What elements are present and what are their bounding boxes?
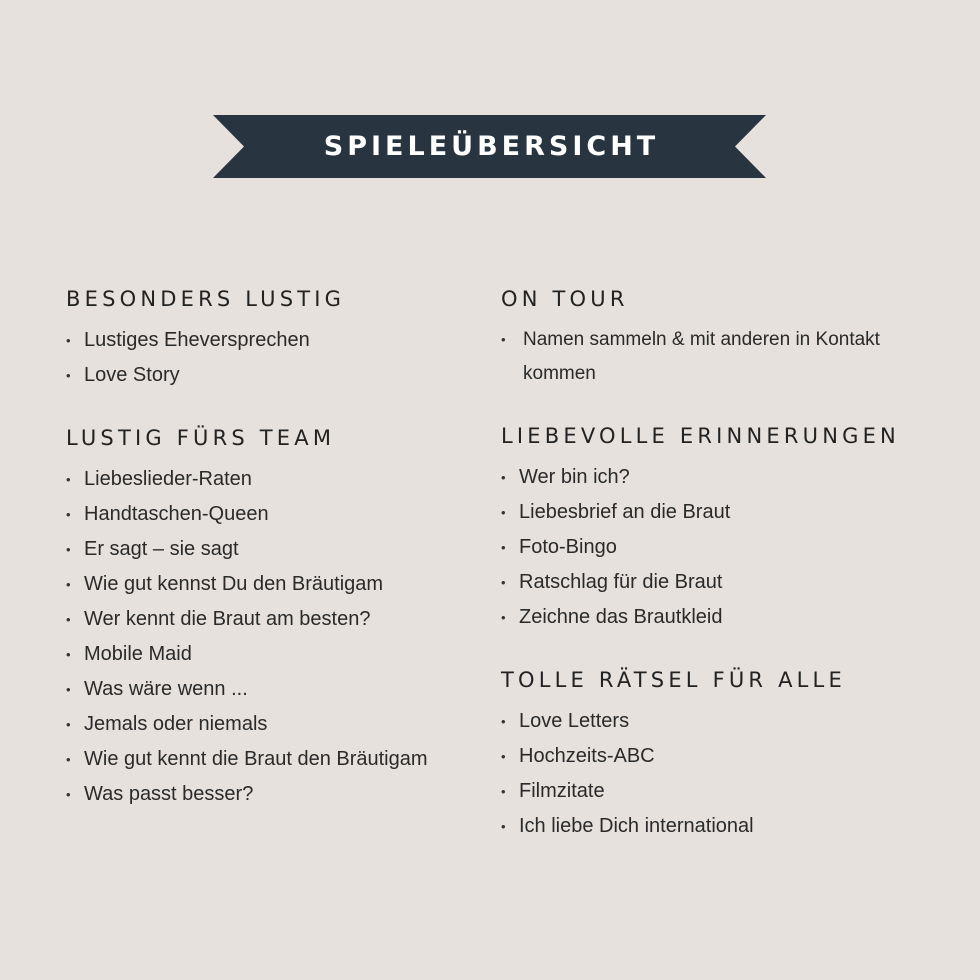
page-title: SPIELEÜBERSICHT [323, 131, 660, 162]
list-item: • Was passt besser? [66, 777, 486, 812]
section-liebevolle-erinnerungen [501, 423, 921, 635]
list-item: • Filmzitate [501, 774, 921, 809]
section-heading: BESONDERS LUSTIG [66, 287, 346, 311]
list-item: • Liebeslieder-Raten [66, 462, 486, 497]
list-item: • Er sagt – sie sagt [66, 532, 486, 567]
section-besonders-lustig [66, 286, 466, 393]
section-on-tour [501, 286, 911, 391]
game-list [66, 323, 466, 393]
list-item: • Wer bin ich? [501, 460, 921, 495]
section-heading: LUSTIG FÜRS TEAM [66, 426, 336, 450]
list-item: • Lustiges Eheversprechen [66, 323, 466, 358]
section-heading: ON TOUR [501, 287, 629, 311]
list-item: • Handtaschen-Queen [66, 497, 486, 532]
game-list [501, 704, 921, 844]
title-banner [213, 115, 766, 178]
list-item: • Ratschlag für die Braut [501, 565, 921, 600]
game-list [501, 460, 921, 635]
list-item: • Namen sammeln & mit anderen in Kontakt kommen [501, 323, 911, 391]
list-item: • Zeichne das Brautkleid [501, 600, 921, 635]
section-tolle-raetsel [501, 667, 921, 844]
list-item: • Ich liebe Dich international [501, 809, 921, 844]
list-item: • Mobile Maid [66, 637, 486, 672]
list-item: • Love Story [66, 358, 466, 393]
list-item: • Wer kennt die Braut am besten? [66, 602, 486, 637]
list-item: • Wie gut kennt die Braut den Bräutigam [66, 742, 486, 777]
list-item: • Love Letters [501, 704, 921, 739]
list-item: • Jemals oder niemals [66, 707, 486, 742]
game-list [66, 462, 486, 812]
list-item: • Was wäre wenn ... [66, 672, 486, 707]
section-heading: LIEBEVOLLE ERINNERUNGEN [501, 424, 900, 448]
section-lustig-fuers-team [66, 425, 486, 812]
list-item: • Hochzeits-ABC [501, 739, 921, 774]
section-heading: TOLLE RÄTSEL FÜR ALLE [501, 668, 846, 692]
list-item: • Liebesbrief an die Braut [501, 495, 921, 530]
game-list [501, 323, 911, 391]
list-item: • Wie gut kennst Du den Bräutigam [66, 567, 486, 602]
list-item: • Foto-Bingo [501, 530, 921, 565]
